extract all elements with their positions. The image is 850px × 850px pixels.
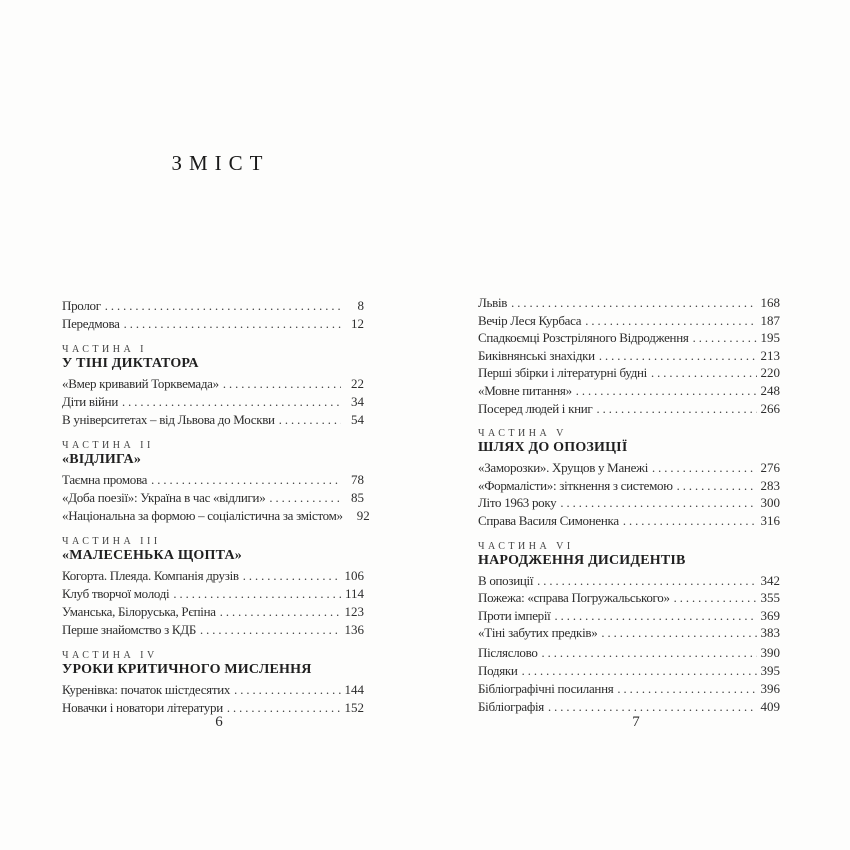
entry-page-number: 106 — [344, 568, 364, 583]
entry-label: Справа Василя Симоненка — [478, 512, 619, 528]
entry-page-number: 195 — [760, 330, 780, 346]
dot-leader — [652, 459, 757, 478]
entry-label: Уманська, Білоруська, Рєпіна — [62, 604, 216, 619]
toc-entry — [478, 477, 780, 495]
entry-page-number: 395 — [760, 662, 780, 678]
entry-label: Подяки — [478, 662, 518, 678]
entry-page-number: 383 — [760, 625, 780, 641]
part-label: ЧАСТИНА IV — [62, 650, 158, 661]
toc-entry — [62, 567, 364, 585]
toc-entry — [62, 297, 364, 315]
dot-leader — [537, 572, 757, 591]
entry-page-number: 152 — [344, 700, 364, 715]
entry-label: Бібліографія — [478, 698, 544, 714]
entry-label: Пролог — [62, 298, 101, 313]
toc-column-right — [478, 294, 780, 716]
toc-entry — [478, 312, 780, 330]
toc-group — [62, 439, 370, 525]
part-title: «МАЛЕСЕНЬКА ЩОПТА» — [62, 548, 242, 563]
part-title: УРОКИ КРИТИЧНОГО МИСЛЕННЯ — [62, 662, 312, 677]
dot-leader — [560, 494, 757, 513]
toc-entry — [478, 400, 780, 418]
entry-label: «Вмер кривавий Торквемада» — [62, 376, 219, 391]
entry-label: Післяслово — [478, 644, 538, 660]
dot-leader — [234, 681, 341, 699]
entry-page-number: 390 — [760, 644, 780, 660]
toc-group — [62, 649, 364, 717]
entry-page-number: 144 — [344, 682, 364, 697]
entry-label: Літо 1963 року — [478, 495, 557, 511]
part-label: ЧАСТИНА II — [62, 440, 154, 451]
part-title: «ВІДЛИГА» — [62, 452, 142, 467]
dot-leader — [576, 382, 757, 401]
toc-entry — [478, 589, 780, 607]
toc-entry — [62, 375, 364, 393]
toc-group — [62, 535, 364, 639]
entry-page-number: 300 — [760, 495, 780, 511]
toc-title: ЗМІСТ — [171, 151, 270, 175]
entry-label: «Мовне питання» — [478, 382, 572, 398]
entry-page-number: 213 — [760, 347, 780, 363]
dot-leader — [677, 477, 757, 496]
toc-entry — [478, 494, 780, 512]
part-title: НАРОДЖЕННЯ ДИСИДЕНТІВ — [478, 552, 686, 568]
toc-column-left — [62, 297, 370, 717]
entry-label: Діти війни — [62, 394, 118, 409]
toc-entry — [478, 364, 780, 382]
toc-entry — [478, 382, 780, 400]
toc-entry — [478, 662, 780, 680]
toc-entry — [62, 507, 370, 525]
entry-page-number: 187 — [760, 312, 780, 328]
entry-page-number: 123 — [344, 604, 364, 619]
toc-entry — [478, 607, 780, 625]
dot-leader — [585, 312, 757, 331]
entry-page-number: 342 — [760, 572, 780, 588]
dot-leader — [555, 607, 758, 626]
toc-entry — [478, 624, 780, 642]
toc-entry — [62, 621, 364, 639]
toc-group — [62, 343, 364, 429]
toc-entry — [62, 603, 364, 621]
entry-label: Биківнянські знахідки — [478, 347, 595, 363]
entry-page-number: 409 — [760, 698, 780, 714]
dot-leader — [596, 400, 757, 419]
toc-group — [478, 427, 780, 529]
dot-leader — [693, 329, 757, 348]
toc-entry — [62, 315, 364, 333]
entry-label: Куренівка: початок шістдесятих — [62, 682, 231, 697]
entry-label: Таємна промова — [62, 472, 148, 487]
dot-leader — [279, 411, 341, 429]
dot-leader — [223, 375, 341, 393]
entry-label: Львів — [478, 295, 508, 310]
toc-entry — [478, 680, 780, 698]
entry-page-number: 92 — [356, 508, 370, 523]
toc-entry — [62, 585, 364, 603]
dot-leader — [617, 680, 757, 698]
entry-label: Спадкоємці Розстріляного Відродження — [478, 330, 689, 346]
entry-label: «Національна за формою – соціалістична за змістом» — [62, 508, 343, 523]
entry-label: В університетах – від Львова до Москви — [62, 412, 275, 427]
part-label: ЧАСТИНА I — [62, 344, 147, 355]
dot-leader — [173, 585, 341, 603]
entry-label: «Тіні забутих предків» — [478, 625, 598, 641]
dot-leader — [151, 471, 341, 489]
entry-page-number: 355 — [760, 590, 780, 606]
entry-label: Вечір Леся Курбаса — [478, 312, 582, 328]
toc-group — [62, 297, 364, 333]
entry-page-number: 114 — [344, 586, 364, 601]
entry-page-number: 78 — [351, 472, 364, 487]
toc-entry — [62, 489, 364, 507]
entry-page-number: 248 — [760, 382, 780, 398]
entry-page-number: 168 — [760, 295, 780, 310]
toc-group — [478, 540, 780, 642]
entry-page-number: 85 — [351, 490, 364, 505]
dot-leader — [651, 364, 757, 383]
entry-page-number: 396 — [760, 680, 780, 696]
dot-leader — [269, 489, 341, 507]
entry-label: «Заморозки». Хрущов у Манежі — [478, 460, 649, 476]
dot-leader — [599, 347, 757, 366]
dot-leader — [674, 589, 757, 608]
part-label: ЧАСТИНА VI — [478, 540, 574, 552]
entry-page-number: 22 — [351, 376, 364, 391]
part-title: У ТІНІ ДИКТАТОРА — [62, 356, 199, 371]
entry-label: Когорта. Плеяда. Компанія друзів — [62, 568, 239, 583]
toc-entry — [478, 347, 780, 365]
toc-entry — [62, 393, 364, 411]
entry-label: Посеред людей і книг — [478, 400, 593, 416]
entry-label: Перше знайомство з КДБ — [62, 622, 197, 637]
part-label: ЧАСТИНА III — [62, 536, 161, 547]
toc-entry — [478, 294, 780, 312]
entry-page-number: 276 — [760, 460, 780, 476]
page-number-right: 7 — [632, 714, 640, 730]
toc-entry — [62, 471, 364, 489]
dot-leader — [511, 294, 757, 313]
entry-page-number: 266 — [760, 400, 780, 416]
dot-leader — [522, 662, 757, 680]
toc-entry — [478, 329, 780, 347]
part-label: ЧАСТИНА V — [478, 428, 567, 440]
entry-page-number: 8 — [357, 298, 364, 313]
entry-page-number: 12 — [351, 316, 364, 331]
dot-leader — [105, 297, 341, 315]
entry-label: Бібліографічні посилання — [478, 680, 614, 696]
toc-entry — [478, 459, 780, 477]
part-title: ШЛЯХ ДО ОПОЗИЦІЇ — [478, 440, 628, 456]
toc-entry — [62, 681, 364, 699]
toc-entry — [62, 411, 364, 429]
dot-leader — [200, 621, 341, 639]
entry-page-number: 369 — [760, 607, 780, 623]
toc-entry — [478, 572, 780, 590]
dot-leader — [243, 567, 341, 585]
dot-leader — [122, 393, 341, 411]
entry-page-number: 54 — [351, 412, 364, 427]
entry-label: «Формалісти»: зіткнення з системою — [478, 477, 673, 493]
toc-entry — [478, 644, 780, 662]
toc-entry — [478, 512, 780, 530]
entry-label: Перші збірки і літературні будні — [478, 365, 647, 381]
entry-page-number: 136 — [344, 622, 364, 637]
entry-page-number: 316 — [760, 512, 780, 528]
entry-label: Проти імперії — [478, 607, 551, 623]
dot-leader — [601, 624, 757, 643]
toc-group — [478, 644, 780, 716]
dot-leader — [220, 603, 341, 621]
entry-label: «Доба поезії»: Україна в час «відлиги» — [62, 490, 266, 505]
toc-group — [478, 294, 780, 417]
dot-leader — [623, 512, 757, 531]
entry-page-number: 283 — [760, 477, 780, 493]
dot-leader — [124, 315, 341, 333]
entry-label: Пожежа: «справа Погружальського» — [478, 590, 670, 606]
dot-leader — [227, 699, 341, 717]
entry-label: Клуб творчої молоді — [62, 586, 170, 601]
page-number-left: 6 — [215, 714, 223, 730]
entry-page-number: 220 — [760, 365, 780, 381]
entry-label: Новачки і новатори літератури — [62, 700, 223, 715]
entry-page-number: 34 — [351, 394, 364, 409]
entry-label: Передмова — [62, 316, 120, 331]
dot-leader — [542, 644, 757, 662]
entry-label: В опозиції — [478, 572, 534, 588]
